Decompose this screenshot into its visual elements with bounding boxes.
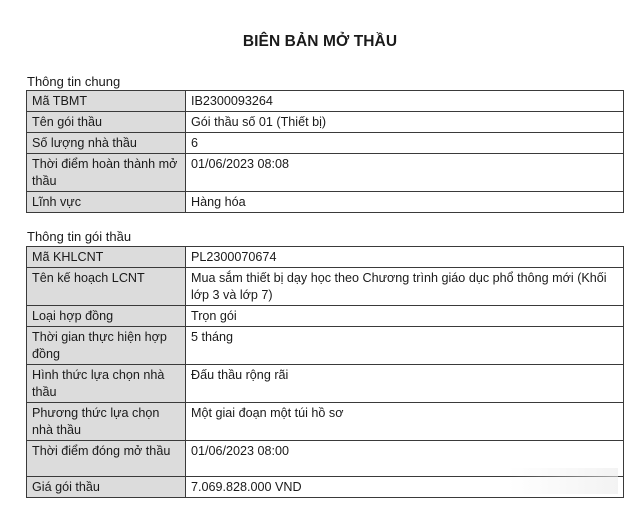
field-label: Thời gian thực hiện hợp đồng (27, 327, 186, 365)
field-label: Phương thức lựa chọn nhà thầu (27, 403, 186, 441)
field-label: Loại hợp đồng (27, 306, 186, 327)
table-row (27, 403, 624, 441)
table-row (27, 133, 624, 154)
table-row (27, 247, 624, 268)
field-value: IB2300093264 (186, 91, 624, 112)
table-row (27, 112, 624, 133)
field-label: Giá gói thầu (27, 477, 186, 498)
section-label-package-info: Thông tin gói thầu (27, 229, 132, 244)
field-label: Hình thức lựa chọn nhà thầu (27, 365, 186, 403)
field-value: Hàng hóa (186, 192, 624, 213)
field-value: 6 (186, 133, 624, 154)
table-row (27, 306, 624, 327)
field-label: Thời điểm hoàn thành mở thầu (27, 154, 186, 192)
table-row (27, 365, 624, 403)
field-label: Mã KHLCNT (27, 247, 186, 268)
table-row (27, 268, 624, 306)
field-value: Mua sắm thiết bị dạy học theo Chương trình giáo dục phổ thông mới (Khối lớp 3 và lớp 7) (186, 268, 624, 306)
field-label: Số lượng nhà thầu (27, 133, 186, 154)
field-label: Lĩnh vực (27, 192, 186, 213)
table-row (27, 154, 624, 192)
field-value: Đấu thầu rộng rãi (186, 365, 624, 403)
field-value: 7.069.828.000 VND (186, 477, 624, 498)
field-value: 01/06/2023 08:08 (186, 154, 624, 192)
watermark (508, 468, 618, 494)
field-label: Tên gói thầu (27, 112, 186, 133)
field-value: Một giai đoạn một túi hồ sơ (186, 403, 624, 441)
section-label-general-info: Thông tin chung (27, 74, 121, 89)
field-label: Tên kế hoạch LCNT (27, 268, 186, 306)
table-row (27, 327, 624, 365)
field-label: Thời điểm đóng mở thầu (27, 441, 186, 477)
table-row (27, 192, 624, 213)
field-value: 5 tháng (186, 327, 624, 365)
field-value: PL2300070674 (186, 247, 624, 268)
general-info-table (26, 90, 624, 213)
table-row (27, 91, 624, 112)
field-value: Gói thầu số 01 (Thiết bị) (186, 112, 624, 133)
field-label: Mã TBMT (27, 91, 186, 112)
package-info-table (26, 246, 624, 498)
field-value: 01/06/2023 08:00 (186, 441, 624, 477)
field-value: Trọn gói (186, 306, 624, 327)
document-title: BIÊN BẢN MỞ THẦU (242, 33, 398, 50)
